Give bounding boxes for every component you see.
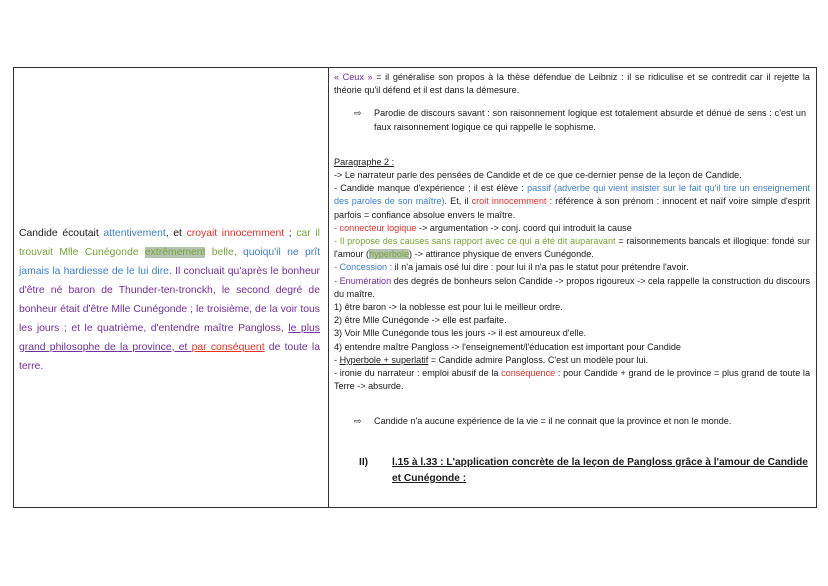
commentary-table xyxy=(13,67,817,508)
section-heading: II) l.15 à l.33 : L'application concrète de la leçon de Pangloss grâce à l'amour de Candide et Cunégonde : xyxy=(359,456,808,484)
source-text xyxy=(14,224,328,376)
analysis-line: - Hyperbole + superlatif = Candide admire Pangloss. C'est un modèle pour lui. xyxy=(334,354,649,365)
analysis-line: - Enumération des degrés de bonheurs selon Candide -> propos rigoureux -> cela rappelle la construction du discours du maître. xyxy=(334,275,810,299)
text-run: Candide écoutait xyxy=(19,227,104,239)
analysis-cell xyxy=(329,68,817,508)
analysis-text xyxy=(329,68,816,491)
list-item: 1) être baron -> la noblesse est pour lui le meilleur ordre. xyxy=(334,302,563,313)
verb-highlight: croyait innocemment xyxy=(186,227,285,239)
text-run: ; xyxy=(284,227,297,239)
analysis-line: - Candide manque d'expérience ; il est élève : passif (adverbe qui vient insister sur le fait qu'il tire un enseignement des paroles de son maître). Et, il croit innocemment : référence à son prénom : innocent et naïf voire simple d'esprit parfois = confiance absolue envers le maître. xyxy=(334,183,811,220)
enumeration-highlight: de toute la terre. xyxy=(19,341,320,372)
analysis-line: - connecteur logique -> argumentation -> conj. coord qui introduit la cause xyxy=(334,222,632,233)
analysis-line: - Il propose des causes sans rapport avec ce qui a été dit auparavant = raisonnements bancals et illogique: fondé sur l'amour (hyperbole) -> attirance physique de envers Cunégonde. xyxy=(334,236,810,260)
analysis-line: -> Le narrateur parle des pensées de Candide et de ce que ce-dernier pense de la leçon de Candide. xyxy=(334,170,742,181)
list-item: 3) Voir Mlle Cunégonde tous les jours -> il est amoureux d'elle. xyxy=(334,328,587,339)
arrow-icon: ⇨ xyxy=(354,416,362,427)
cause-highlight: belle, xyxy=(205,246,243,258)
consequence-highlight: par conséquent xyxy=(191,341,265,353)
cause-highlight: car il trouvait Mlle Cunégonde xyxy=(19,227,320,258)
list-item: 4) entendre maître Pangloss -> l'enseignement/l'éducation est important pour Candide xyxy=(334,341,681,352)
concession-highlight: quoiqu'il ne prît jamais la hardiesse de le lui dire. xyxy=(19,246,320,277)
paragraph-heading: Paragraphe 2 : xyxy=(334,156,395,167)
analysis-line: - ironie du narrateur : emploi abusif de la conséquence : pour Candide + grand de le province = plus grand de toute la Terre -> absurde. xyxy=(334,368,810,392)
enumeration-highlight: Il concluait qu'après le bonheur d'être né baron de Thunder-ten-tronckh, le second degré de bonheur était d'être Mlle Cunégonde ; le troisième, de la voir tous les jours ; et le quatrième, d'entendre maître Pangloss, xyxy=(19,265,320,334)
source-text-cell xyxy=(14,68,329,508)
quoted-word: « Ceux » xyxy=(334,72,373,82)
experience-item: ⇨ Candide n'a aucune expérience de la vie = il ne connait que la province et non le monde. xyxy=(334,415,810,428)
parodie-item: ⇨ Parodie de discours savant : son raisonnement logique est totalement absurde et dénué de sens : c'est un faux raisonnement logique ce qui rappelle le sophisme. xyxy=(354,108,806,132)
ceux-paragraph: « Ceux » = il généralise son propos à la thèse défendue de Leibniz : il se ridiculise et se contredit car il rejette la théorie qu'il défend et il est dans la démesure. xyxy=(334,72,810,96)
arrow-icon: ⇨ xyxy=(354,108,362,119)
text-run: , et xyxy=(165,227,187,239)
list-item: 2) être Mlle Cunégonde -> elle est parfaite. xyxy=(334,315,507,326)
analysis-line: - Concession : il n'a jamais osé lui dire : pour lui il n'a pas le statut pour prétendre l'avoir. xyxy=(334,262,689,273)
adverb-highlight: attentivement xyxy=(103,227,166,239)
hyperbole-highlight: extrêmement xyxy=(144,246,206,258)
superlative-highlight: le plus grand philosophe de la province, et xyxy=(19,322,320,353)
